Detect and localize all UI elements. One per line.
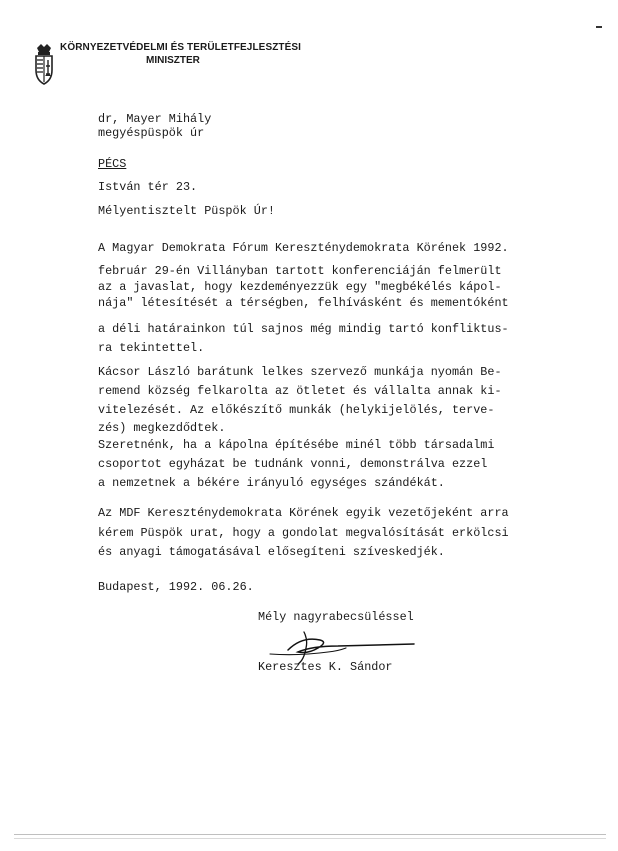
scan-border [14,834,606,835]
signer-name: Keresztes K. Sándor [258,660,393,674]
body-line: Szeretnénk, ha a kápolna építésébe minél több társadalmi [98,438,495,452]
body-line: a déli határainkon túl sajnos még mindig tartó konfliktus- [98,322,509,336]
recipient-address: István tér 23. [98,180,198,194]
scan-border [14,838,606,839]
body-line: zés) megkezdődtek. [98,421,226,435]
ministry-title: KÖRNYEZETVÉDELMI ÉS TERÜLETFEJLESZTÉSI [60,42,302,53]
ministry-subtitle: MINISZTER [146,55,200,66]
body-line: nája" létesítését a térségben, felhívásként és mementóként [98,296,509,310]
coat-of-arms-icon [33,44,55,86]
date-line: Budapest, 1992. 06.26. [98,580,254,594]
recipient-title: megyéspüspök úr [98,126,205,140]
recipient-name: dr, Mayer Mihály [98,112,212,126]
salutation: Mélyentisztelt Püspök Úr! [98,204,275,218]
body-line: remend község felkarolta az ötletet és vállalta annak ki- [98,384,502,398]
body-line: az a javaslat, hogy kezdeményezzük egy "megbékélés kápol- [98,280,502,294]
body-line: kérem Püspök urat, hogy a gondolat megvalósítását erkölcsi [98,526,509,540]
recipient-city: PÉCS [98,157,127,171]
body-line: ra tekintettel. [98,341,205,355]
body-line: vitelezését. Az előkészítő munkák (helykijelölés, terve- [98,403,495,417]
body-line: A Magyar Demokrata Fórum Kereszténydemokrata Körének 1992. [98,241,509,255]
body-line: február 29-én Villányban tartott konferenciáján felmerült [98,264,502,278]
scan-mark [596,26,602,28]
body-line: és anyagi támogatásával elősegíteni szíveskedjék. [98,545,445,559]
body-line: a nemzetnek a békére irányuló egységes szándékát. [98,476,445,490]
body-line: csoportot egyházat be tudnánk vonni, demonstrálva ezzel [98,457,488,471]
closing: Mély nagyrabecsüléssel [258,610,414,624]
body-line: Kácsor László barátunk lelkes szervező munkája nyomán Be- [98,365,502,379]
body-line: Az MDF Kereszténydemokrata Körének egyik vezetőjeként arra [98,506,509,520]
